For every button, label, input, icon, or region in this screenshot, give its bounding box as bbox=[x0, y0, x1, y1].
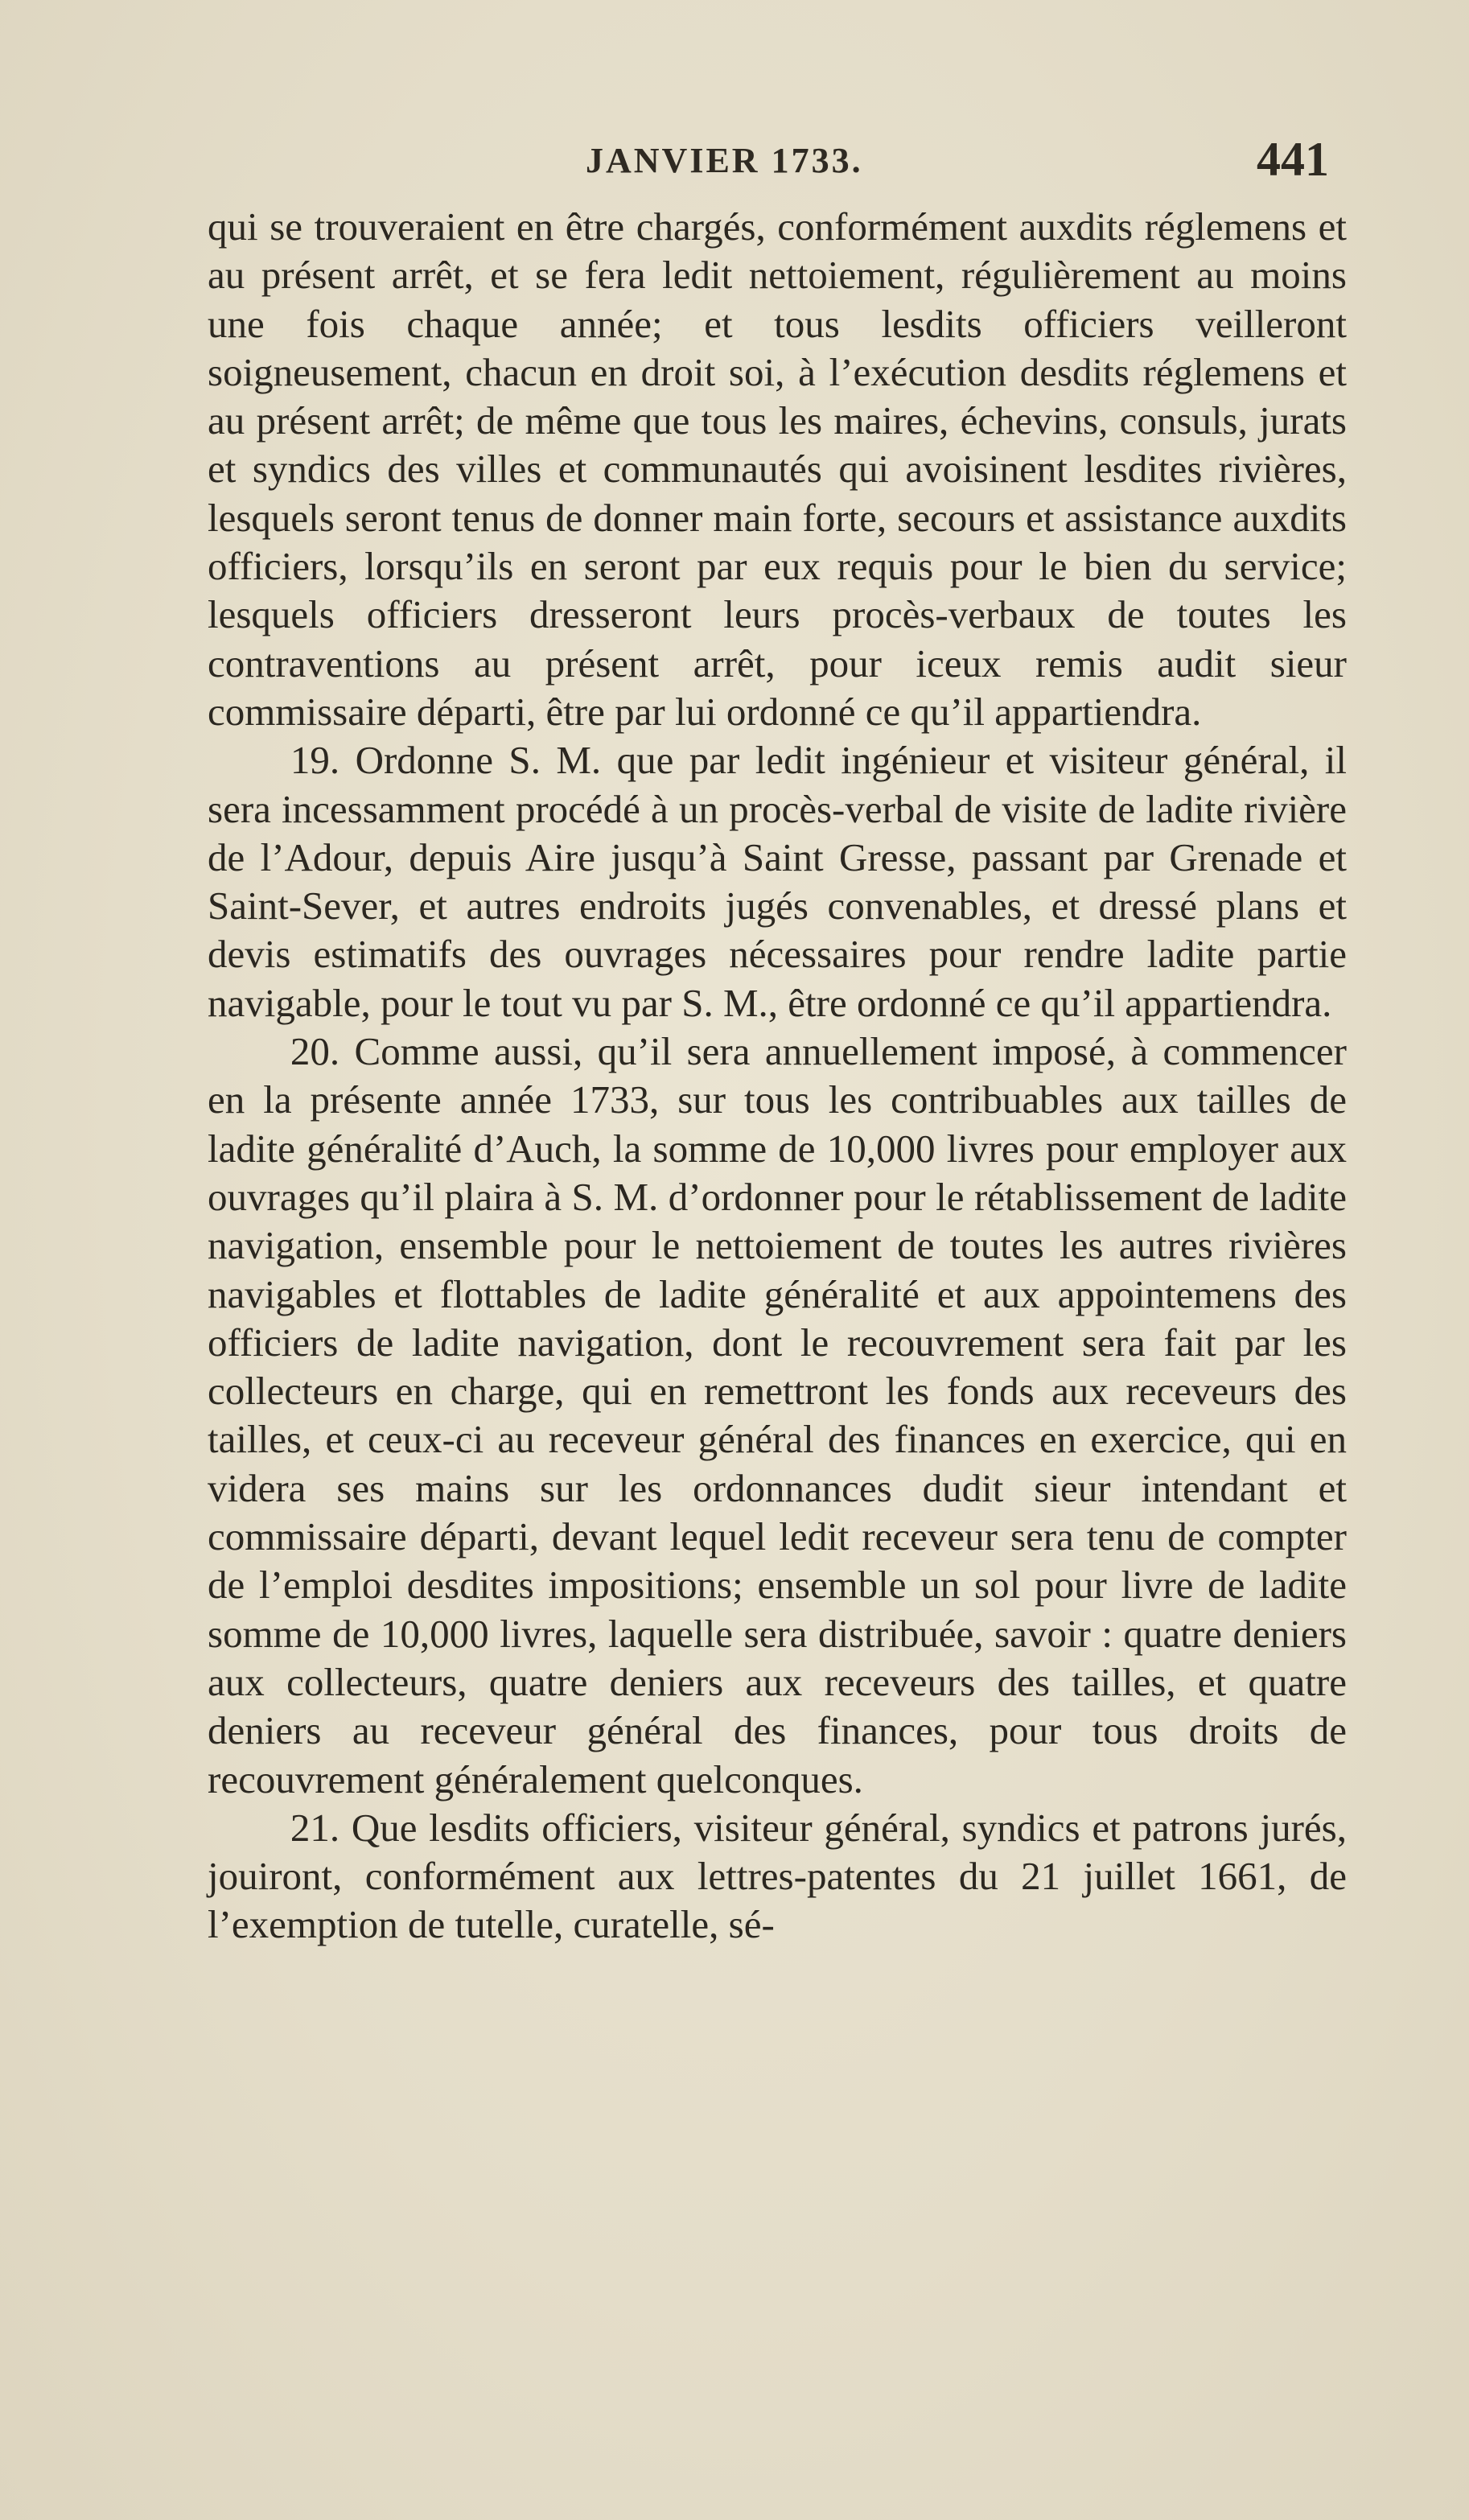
page-number: 441 bbox=[1257, 133, 1329, 186]
page-header bbox=[208, 135, 1329, 191]
paragraph-article-19: 19. Ordonne S. M. que par ledit ingénieur et visiteur général, il sera incessamment procédé à un procès-verbal de visite de ladite rivière de l’Adour, depuis Aire jusqu’à Saint Gresse, passant par Grenade et Saint-Sever, et autres endroits jugés convenables, et dressé plans et devis estimatifs des ouvrages nécessaires pour rendre ladite partie navigable, pour le tout vu par S. M., être ordonné ce qu’il appartiendra. bbox=[208, 738, 1347, 1025]
paragraph-article-21: 21. Que lesdits officiers, visiteur général, syndics et patrons jurés, jouiront, conformément aux lettres-patentes du 21 juillet 1661, de l’exemption de tutelle, curatelle, sé- bbox=[208, 1805, 1347, 1947]
running-head: JANVIER 1733. bbox=[586, 141, 863, 180]
paragraph-article-20: 20. Comme aussi, qu’il sera annuellement imposé, à commencer en la présente année 1733, sur tous les contribuables aux tailles de ladite généralité d’Auch, la somme de 10,000 livres pour employer aux ouvrages qu’il plaira à S. M. d’ordonner pour le rétablissement de ladite navigation, ensemble pour le nettoiement de toutes les autres rivières navigables et flottables de ladite généralité et aux appointemens des officiers de ladite navigation, dont le recouvrement sera fait par les collecteurs en charge, qui en remettront les fonds aux receveurs des tailles, et ceux-ci au receveur général des finances en exercice, qui en videra ses mains sur les ordonnances dudit sieur intendant et commissaire départi, devant lequel ledit receveur sera tenu de compter de l’emploi desdites impositions; ensemble un sol pour livre de ladite somme de 10,000 livres, laquelle sera distribuée, savoir : quatre deniers aux collecteurs, quatre deniers aux receveurs des tailles, et quatre deniers au receveur général des finances, pour tous droits de recouvrement généralement quelconques. bbox=[208, 1029, 1347, 1801]
paragraph-continuation: qui se trouveraient en être chargés, conformément auxdits réglemens et au présent arrêt, et se fera ledit nettoiement, régulièrement au moins une fois chaque année; et tous lesdits officiers veilleront soigneusement, chacun en droit soi, à l’exécution desdits réglemens et au présent arrêt; de même que tous les maires, échevins, consuls, jurats et syndics des villes et communautés qui avoisinent lesdites rivières, lesquels seront tenus de donner main forte, secours et assistance auxdits officiers, lorsqu’ils en seront par eux requis pour le bien du service; lesquels officiers dresseront leurs procès-verbaux de toutes les contraventions au présent arrêt, pour iceux remis audit sieur commissaire départi, être par lui ordonné ce qu’il appartiendra. bbox=[208, 204, 1347, 734]
body-text bbox=[208, 203, 1347, 1950]
